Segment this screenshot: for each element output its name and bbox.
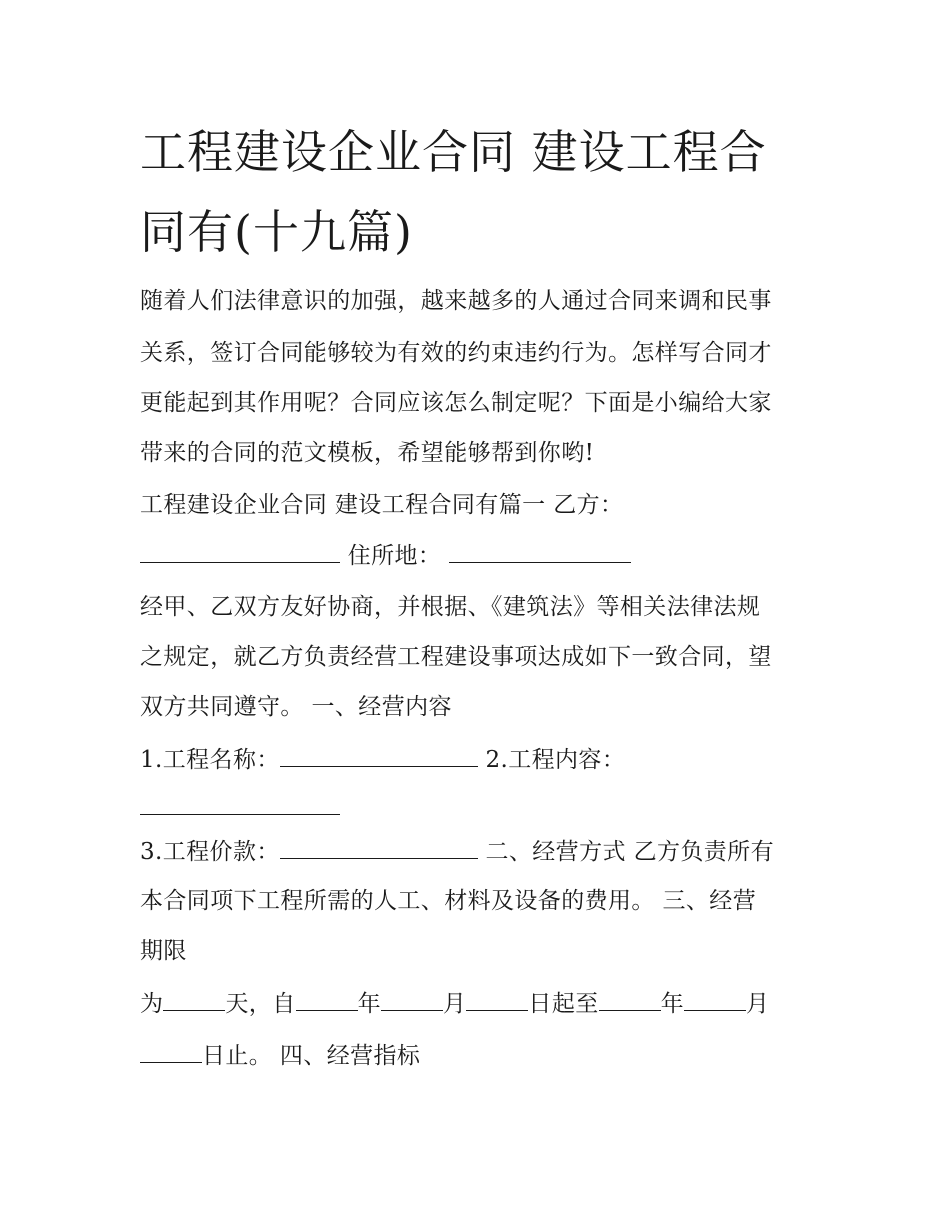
item2-label: 2.工程内容： bbox=[485, 747, 626, 773]
intro-line-2: 关系，签订合同能够较为有效的约束违约行为。怎样写合同才 bbox=[140, 340, 772, 366]
start-month-blank bbox=[381, 988, 443, 1011]
title-line-2: 同有(十九篇) bbox=[140, 205, 413, 259]
term-riqizhi: 日起至 bbox=[528, 991, 599, 1017]
project-name-blank bbox=[280, 744, 478, 767]
project-content-line bbox=[140, 792, 820, 823]
body2-line-1: 本合同项下工程所需的人工、材料及设备的费用。 三、经营 bbox=[140, 888, 757, 914]
residence-label: 住所地： bbox=[347, 543, 442, 569]
end-day-blank bbox=[140, 1040, 202, 1063]
body-line-3: 双方共同遵守。 一、经营内容 bbox=[140, 694, 452, 720]
start-day-blank bbox=[466, 988, 528, 1011]
party-b-line bbox=[140, 540, 820, 571]
days-blank bbox=[163, 988, 225, 1011]
title-line-1: 工程建设企业合同 建设工程合 bbox=[140, 125, 767, 179]
document-title bbox=[140, 112, 820, 272]
term-end-tail: 日止。 四、经营指标 bbox=[202, 1043, 421, 1069]
residence-blank bbox=[449, 540, 631, 563]
section-heading: 工程建设企业合同 建设工程合同有篇一 乙方： bbox=[140, 492, 624, 518]
item3-label: 3.工程价款： bbox=[140, 839, 280, 865]
term-tian: 天，自 bbox=[225, 991, 296, 1017]
end-year-blank bbox=[599, 988, 661, 1011]
term-wei: 为 bbox=[140, 991, 164, 1017]
body-line-2: 之规定，就乙方负责经营工程建设事项达成如下一致合同，望 bbox=[140, 644, 772, 670]
project-price-blank bbox=[280, 836, 478, 859]
term-nian2: 年 bbox=[660, 991, 685, 1017]
intro-line-1: 随着人们法律意识的加强，越来越多的人通过合同来调和民事 bbox=[140, 288, 772, 314]
term-line bbox=[140, 988, 820, 1019]
term-yue2: 月 bbox=[746, 991, 770, 1017]
intro-line-3: 更能起到其作用呢？合同应该怎么制定呢？下面是小编给大家 bbox=[140, 390, 772, 416]
item3-tail: 二、经营方式 乙方负责所有 bbox=[485, 839, 774, 865]
project-items-line bbox=[140, 744, 820, 775]
start-year-blank bbox=[296, 988, 358, 1011]
project-price-line bbox=[140, 836, 820, 867]
item1-label: 1.工程名称： bbox=[140, 747, 280, 773]
project-content-blank bbox=[140, 792, 340, 815]
intro-line-4: 带来的合同的范文模板，希望能够帮到你哟! bbox=[140, 440, 595, 466]
term-yue1: 月 bbox=[443, 991, 467, 1017]
end-month-blank bbox=[684, 988, 746, 1011]
term-nian1: 年 bbox=[357, 991, 382, 1017]
term-end-line bbox=[140, 1040, 820, 1071]
body2-line-2: 期限 bbox=[140, 938, 187, 964]
party-b-name-blank bbox=[140, 540, 340, 563]
body-line-1: 经甲、乙双方友好协商，并根据、《建筑法》等相关法律法规 bbox=[140, 594, 761, 620]
